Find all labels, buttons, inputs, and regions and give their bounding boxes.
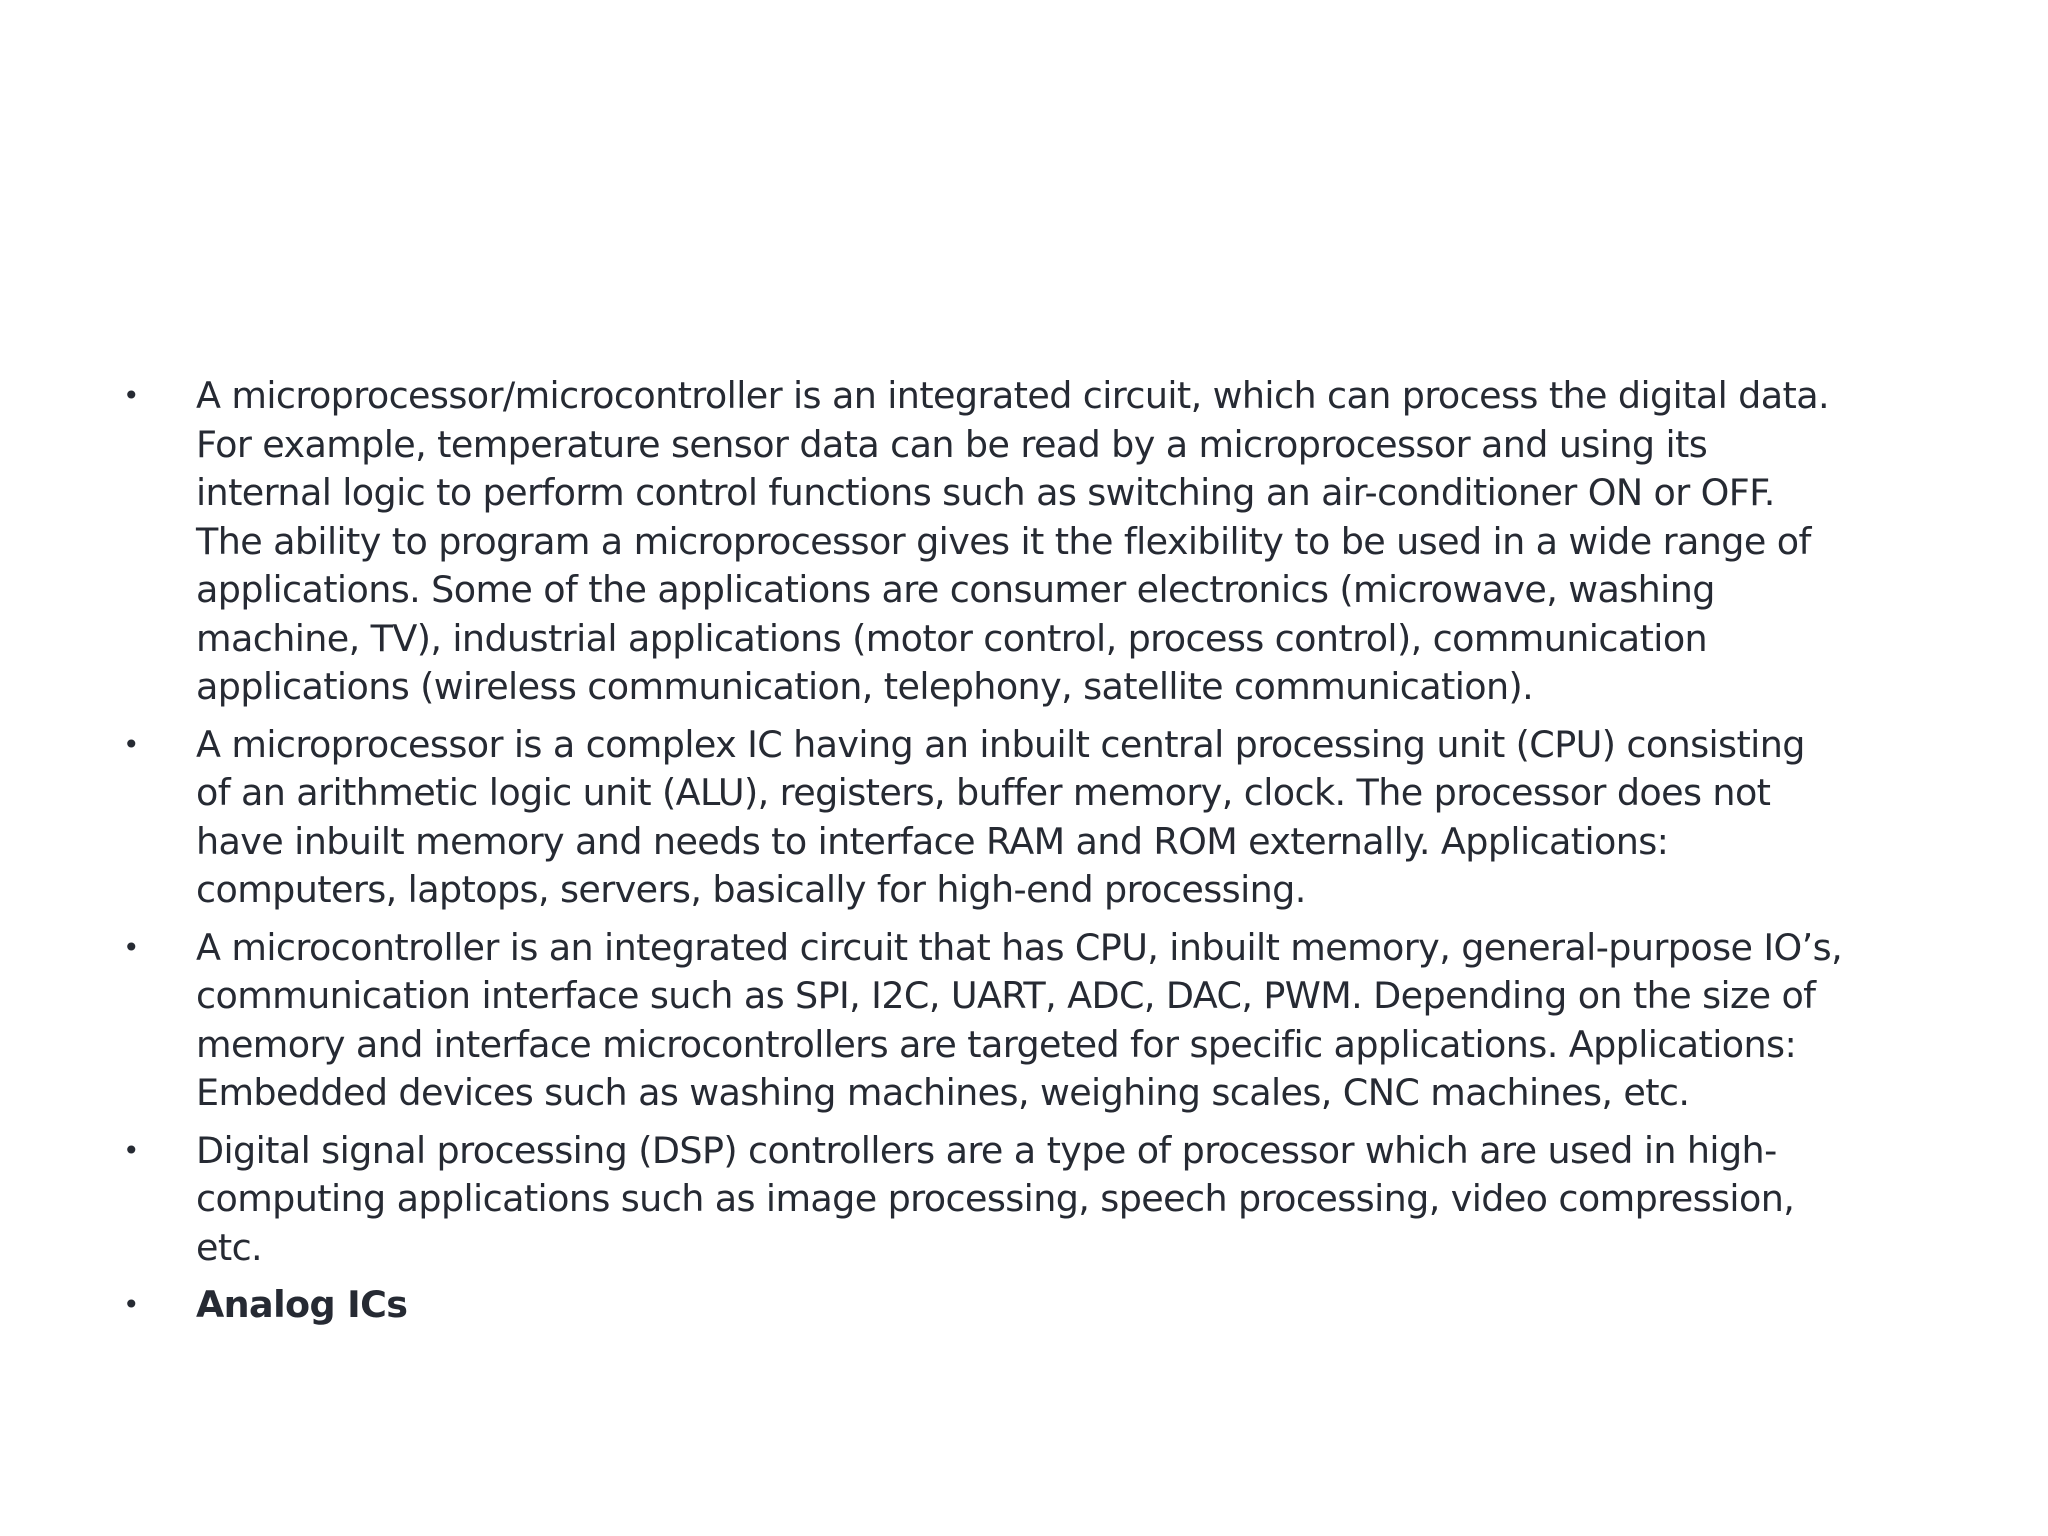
text-line: A microcontroller is an integrated circuit that has CPU, inbuilt memory, general-purpose IO’s, [196,925,1843,969]
text-line: computing applications such as image processing, speech processing, video compression, [196,1177,1795,1220]
text-line: machine, TV), industrial applications (motor control, process control), communication [196,616,1708,660]
bullet-item [118,1127,1998,1273]
bullet-text [196,1127,1998,1273]
bullet-icon: • [123,930,139,964]
bullet-icon: • [123,1133,139,1167]
text-line: Digital signal processing (DSP) controllers are a type of processor which are used in high- [196,1128,1777,1172]
text-line: Analog ICs [196,1283,408,1326]
text-line: applications (wireless communication, telephony, satellite communication). [196,665,1534,708]
text-line: A microprocessor is a complex IC having an inbuilt central processing unit (CPU) consisting [196,722,1805,766]
slide-body [118,372,1998,1339]
text-line: memory and interface microcontrollers are targeted for specific applications. Applications: [196,1022,1797,1066]
text-line: applications. Some of the applications are consumer electronics (microwave, washing [196,568,1715,611]
text-line: communication interface such as SPI, I2C, UART, ADC, DAC, PWM. Depending on the size of [196,974,1816,1017]
bullet-item [118,372,1998,712]
text-line: For example, temperature sensor data can be read by a microprocessor and using its [196,422,1708,466]
bullet-list [118,372,1998,1330]
bullet-item [118,721,1998,915]
bullet-text [196,721,1998,915]
bullet-item [118,1281,1998,1330]
text-line: computers, laptops, servers, basically for high-end processing. [196,868,1306,911]
bullet-icon: • [123,727,139,761]
bullet-text [196,924,1998,1118]
bullet-text [196,372,1998,712]
text-line: A microprocessor/microcontroller is an integrated circuit, which can process the digital data. [196,374,1829,417]
bullet-item [118,924,1998,1118]
bullet-heading-analog-ics [196,1281,1998,1330]
text-line: Embedded devices such as washing machines, weighing scales, CNC machines, etc. [196,1071,1690,1114]
text-line: internal logic to perform control functions such as switching an air-conditioner ON or OFF. [196,471,1775,514]
text-line: of an arithmetic logic unit (ALU), registers, buffer memory, clock. The processor does not [196,771,1771,814]
text-line: have inbuilt memory and needs to interface RAM and ROM externally. Applications: [196,819,1669,863]
bullet-icon: • [123,1288,139,1321]
text-line: The ability to program a microprocessor gives it the flexibility to be used in a wide range of [196,519,1811,563]
text-line: etc. [196,1225,263,1269]
bullet-icon: • [123,379,139,412]
